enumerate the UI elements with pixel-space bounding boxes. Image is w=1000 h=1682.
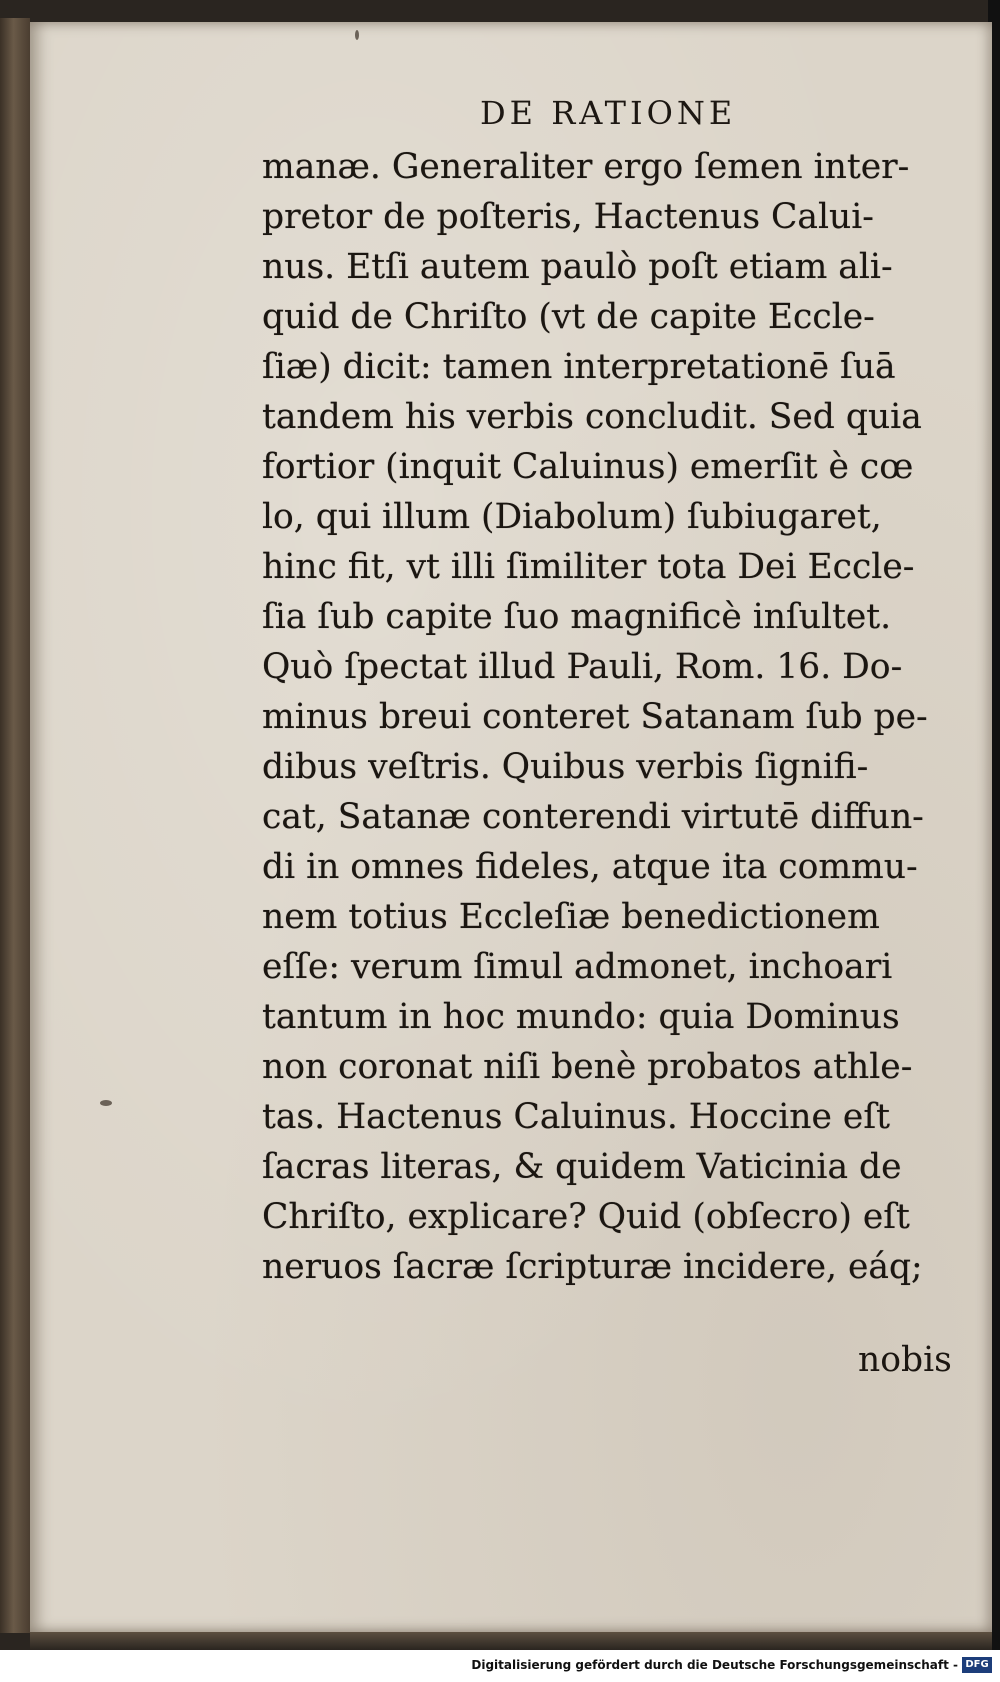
text-line: neruos ſacræ ſcripturæ incidere, eáq;: [262, 1247, 923, 1287]
text-line: pretor de poſteris, Hactenus Calui-: [262, 197, 874, 237]
running-head: DE RATIONE: [480, 94, 737, 132]
text-line: tandem his verbis concludit. Sed quia: [262, 397, 922, 437]
text-line: cat, Satanæ conterendi virtutē diffun-: [262, 797, 924, 837]
text-line: ſiæ) dicit: tamen interpretationē ſuā: [262, 347, 896, 387]
dfg-logo: DFG: [962, 1657, 992, 1673]
text-line: tantum in hoc mundo: quia Dominus: [262, 997, 900, 1037]
text-line: di in omnes fideles, atque ita commu-: [262, 847, 918, 887]
text-line: nus. Etſi autem paulò poſt etiam ali-: [262, 247, 893, 287]
text-line: manæ. Generaliter ergo ſemen inter-: [262, 147, 910, 187]
text-line: minus breui conteret Satanam ſub pe-: [262, 697, 928, 737]
text-line: tas. Hactenus Caluinus. Hoccine eſt: [262, 1097, 890, 1137]
text-line: lo, qui illum (Diabolum) ſubiugaret,: [262, 497, 882, 537]
page-bottom-shadow: [30, 1632, 992, 1650]
text-line: non coronat niſi benè probatos athle-: [262, 1047, 913, 1087]
text-line: ſacras literas, & quidem Vaticinia de: [262, 1147, 902, 1187]
footer-credit: Digitalisierung gefördert durch die Deutsche Forschungsgemeinschaft -: [471, 1658, 958, 1672]
text-line: eſſe: verum ſimul admonet, inchoari: [262, 947, 893, 987]
text-line: nem totius Eccleſiæ benedictionem: [262, 897, 880, 937]
book-spine: [0, 18, 30, 1633]
text-line: Quò ſpectat illud Pauli, Rom. 16. Do-: [262, 647, 903, 687]
catchword: nobis: [858, 1340, 952, 1380]
paper-speck: [355, 30, 359, 40]
text-line: dibus veſtris. Quibus verbis ſignifi-: [262, 747, 869, 787]
text-line: Chriſto, explicare? Quid (obſecro) eſt: [262, 1197, 910, 1237]
text-line: hinc fit, vt illi ſimiliter tota Dei Eccle-: [262, 547, 915, 587]
text-line: quid de Chriſto (vt de capite Eccle-: [262, 297, 875, 337]
paper-speck: [100, 1100, 112, 1106]
text-line: ſia ſub capite ſuo magnificè inſultet.: [262, 597, 892, 637]
text-line: fortior (inquit Caluinus) emerſit è cœ: [262, 447, 914, 487]
footer-bar: [0, 1650, 1000, 1682]
body-text: [262, 142, 974, 1292]
